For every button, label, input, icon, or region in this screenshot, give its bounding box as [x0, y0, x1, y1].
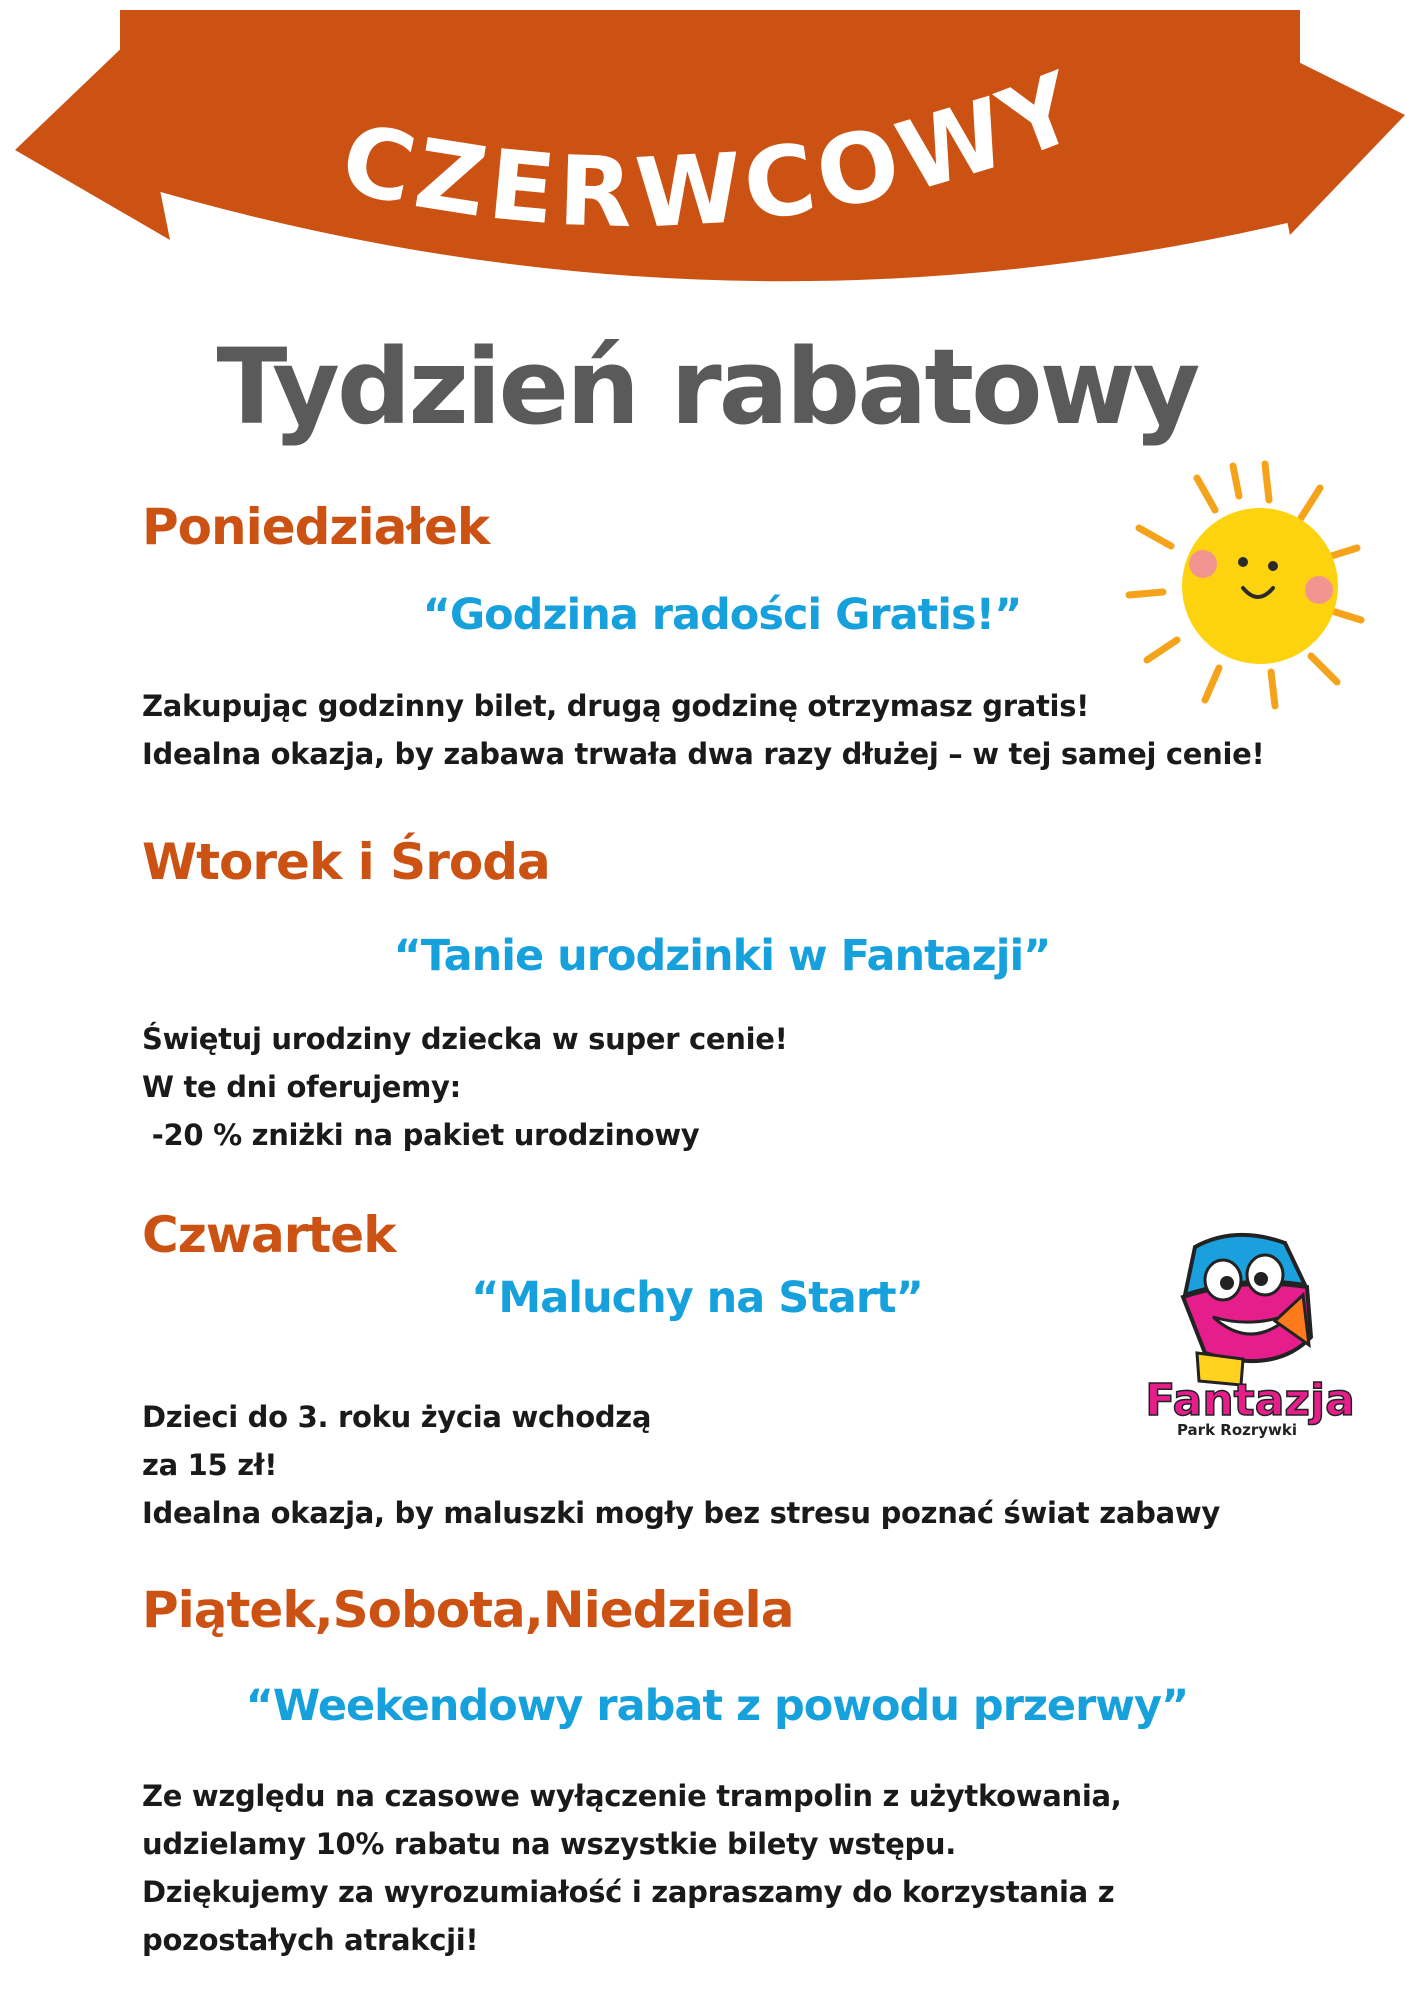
promo-title-tuesday-wednesday: “Tanie urodzinki w Fantazji” — [393, 931, 1051, 981]
description-line: Idealna okazja, by zabawa trwała dwa razy dłużej – w tej samej cenie! — [142, 737, 1265, 771]
sun-eye-right — [1268, 561, 1278, 571]
logo-subtitle: Park Rozrywki — [1176, 1421, 1298, 1439]
promo-description-tuesday-wednesday — [142, 1015, 788, 1159]
banner-text: CZERWCOWY — [331, 49, 1097, 250]
description-line: Dzieci do 3. roku życia wchodzą — [142, 1400, 652, 1434]
promo-description-monday — [142, 682, 1264, 778]
mascot-icon — [1183, 1235, 1311, 1385]
day-heading-thursday: Czwartek — [142, 1206, 396, 1264]
smiling-sun-icon — [1125, 460, 1365, 710]
day-heading-monday: Poniedziałek — [142, 498, 490, 556]
promo-title-monday: “Godzina radości Gratis!” — [422, 590, 1022, 640]
description-line: Świętuj urodziny dziecka w super cenie! — [142, 1022, 788, 1056]
sun-eye-left — [1238, 557, 1248, 567]
day-heading-tuesday-wednesday: Wtorek i Środa — [142, 833, 550, 891]
promo-description-thursday — [142, 1393, 1220, 1537]
sun-cheek-right — [1305, 576, 1333, 604]
fantazja-logo — [1125, 1225, 1375, 1440]
description-line: Ze względu na czasowe wyłączenie trampolin z użytkowania, — [142, 1779, 1122, 1813]
day-heading-weekend: Piątek,Sobota,Niedziela — [142, 1581, 794, 1639]
description-line: W te dni oferujemy: — [142, 1070, 461, 1104]
ribbon-banner — [0, 0, 1414, 340]
description-line: udzielamy 10% rabatu na wszystkie bilety wstępu. — [142, 1827, 956, 1861]
promo-description-weekend — [142, 1772, 1122, 1964]
description-line: Dziękujemy za wyrozumiałość i zapraszamy do korzystania z — [142, 1875, 1115, 1909]
description-line: Zakupując godzinny bilet, drugą godzinę otrzymasz gratis! — [142, 689, 1090, 723]
sun-cheek-left — [1189, 550, 1217, 578]
description-line: Idealna okazja, by maluszki mogły bez stresu poznać świat zabawy — [142, 1496, 1220, 1530]
promo-title-thursday: “Maluchy na Start” — [471, 1273, 923, 1323]
description-line: pozostałych atrakcji! — [142, 1923, 479, 1957]
logo-wordmark: Fantazja — [1145, 1375, 1355, 1426]
page-title: Tydzień rabatowy — [216, 326, 1198, 448]
promo-title-weekend: “Weekendowy rabat z powodu przerwy” — [245, 1681, 1189, 1731]
description-line: za 15 zł! — [142, 1448, 278, 1482]
description-line: -20 % zniżki na pakiet urodzinowy — [142, 1118, 700, 1152]
